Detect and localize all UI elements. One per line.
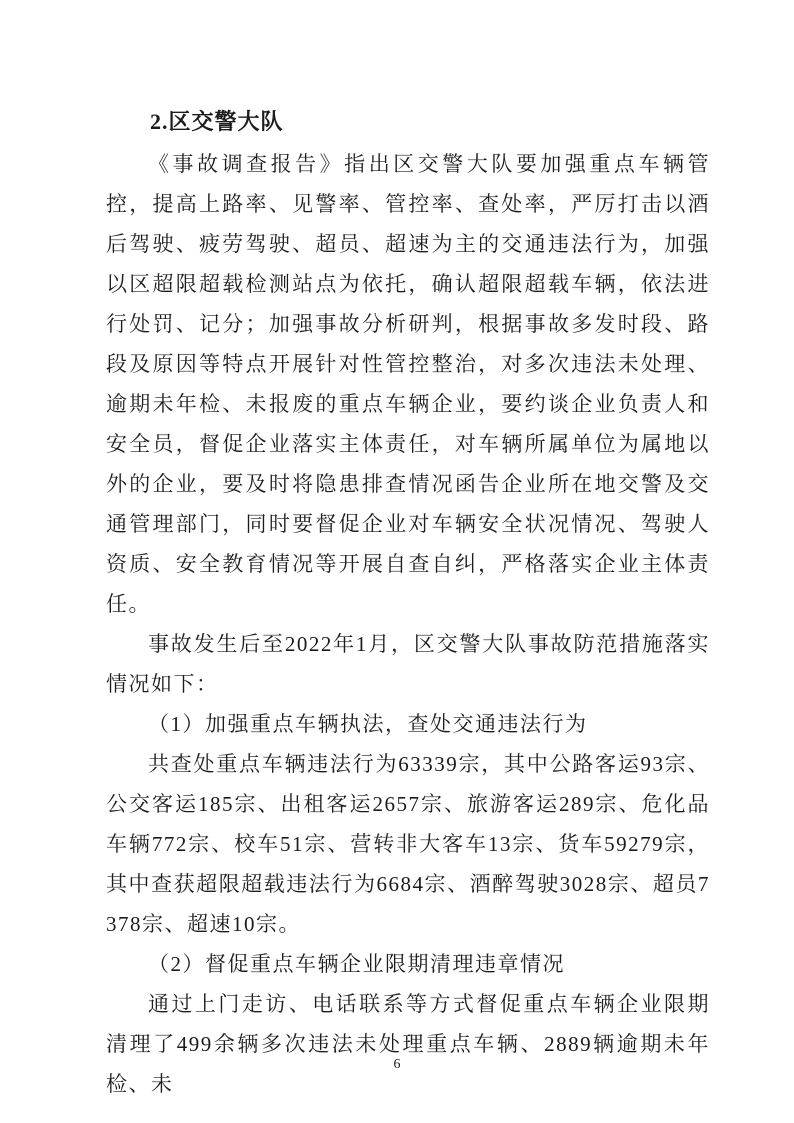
subheading-item-2: （2）督促重点车辆企业限期清理违章情况	[148, 952, 565, 976]
paragraph-cleanup-statistics: 通过上门走访、电话联系等方式督促重点车辆企业限期清理了499余辆多次违法未处理重点车辆、2889辆逾期未年检、未	[106, 992, 710, 1096]
section-heading: 2.区交警大队	[150, 109, 284, 134]
page-number: 6	[393, 1057, 401, 1072]
paragraph-measures-intro: 事故发生后至2022年1月，区交警大队事故防范措施落实情况如下：	[106, 632, 710, 696]
paragraph-violation-statistics: 共查处重点车辆违法行为63339宗，其中公路客运93宗、公交客运185宗、出租客运2657宗、旅游客运289宗、危化品车辆772宗、校车51宗、营转非大客车13宗、货车59279宗，其中查获超限超载违法行为6684宗、酒醉驾驶3028宗、超员7378宗、超速10宗。	[106, 752, 710, 936]
document-body	[106, 100, 710, 1104]
paragraph-report-requirements: 《事故调查报告》指出区交警大队要加强重点车辆管控，提高上路率、见警率、管控率、查处率，严厉打击以酒后驾驶、疲劳驾驶、超员、超速为主的交通违法行为，加强以区超限超载检测站点为依托，确认超限超载车辆，依法进行处罚、记分；加强事故分析研判，根据事故多发时段、路段及原因等特点开展针对性管控整治，对多次违法未处理、逾期未年检、未报废的重点车辆企业，要约谈企业负责人和安全员，督促企业落实主体责任，对车辆所属单位为属地以外的企业，要及时将隐患排查情况函告企业所在地交警及交通管理部门，同时要督促企业对车辆安全状况情况、驾驶人资质、安全教育情况等开展自查自纠，严格落实企业主体责任。	[106, 152, 710, 616]
subheading-item-1: （1）加强重点车辆执法，查处交通违法行为	[148, 712, 588, 736]
